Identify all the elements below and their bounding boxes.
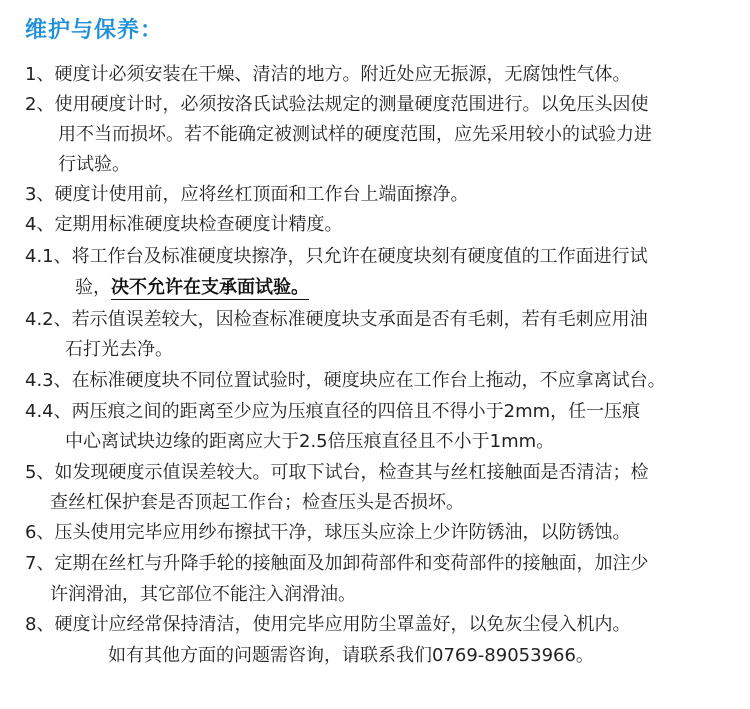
item-4-3-line-1: 4.3、在标准硬度块不同位置试验时，硬度块应在工作台上拖动，不应拿离试台。 <box>25 370 666 391</box>
item-3-line-1: 3、硬度计使用前，应将丝杠顶面和工作台上端面擦净。 <box>25 184 469 205</box>
item-4-1-line-2 <box>75 277 309 299</box>
item-2-line-3: 行试验。 <box>58 154 130 175</box>
item-4-4-line-2: 中心离试块边缘的距离应大于2.5倍压痕直径且不小于1mm。 <box>65 431 555 452</box>
item-2-line-2: 用不当而损坏。若不能确定被测试样的硬度范围，应先采用较小的试验力进 <box>58 124 652 145</box>
contact-line: 如有其他方面的问题需咨询，请联系我们0769-89053966。 <box>108 645 594 666</box>
item-8-line-1: 8、硬度计应经常保持清洁，使用完毕应用防尘罩盖好，以免灰尘侵入机内。 <box>25 614 631 635</box>
item-6-line-1: 6、压头使用完毕应用纱布擦拭干净，球压头应涂上少许防锈油，以防锈蚀。 <box>25 522 631 543</box>
item-2-line-1: 2、使用硬度计时，必须按洛氏试验法规定的测量硬度范围进行。以免压头因使 <box>25 94 649 115</box>
item-7-line-2: 许润滑油，其它部位不能注入润滑油。 <box>50 584 356 605</box>
item-4-2-line-2: 石打光去净。 <box>65 339 173 360</box>
item-1-line-1: 1、硬度计必须安装在干燥、清洁的地方。附近处应无振源，无腐蚀性气体。 <box>25 64 631 85</box>
item-4-1-emphasis: 决不允许在支承面试验。 <box>111 277 309 298</box>
item-4-2-line-1: 4.2、若示值误差较大，因检查标准硬度块支承面是否有毛刺，若有毛刺应用油 <box>25 309 648 330</box>
item-4-4-line-1: 4.4、两压痕之间的距离至少应为压痕直径的四倍且不得小于2mm，任一压痕 <box>25 401 641 422</box>
item-7-line-1: 7、定期在丝杠与升降手轮的接触面及加卸荷部件和变荷部件的接触面，加注少 <box>25 553 649 574</box>
item-4-1-line-1: 4.1、将工作台及标准硬度块擦净，只允许在硬度块刻有硬度值的工作面进行试 <box>25 246 648 267</box>
item-5-line-1: 5、如发现硬度示值误差较大。可取下试台，检查其与丝杠接触面是否清洁；检 <box>25 462 649 483</box>
item-4-1-line-2-text: 验， <box>75 277 111 298</box>
page-title: 维护与保养： <box>25 18 164 43</box>
item-5-line-2: 查丝杠保护套是否顶起工作台；检查压头是否损坏。 <box>50 492 464 513</box>
item-4-line-1: 4、定期用标准硬度块检查硬度计精度。 <box>25 214 343 235</box>
